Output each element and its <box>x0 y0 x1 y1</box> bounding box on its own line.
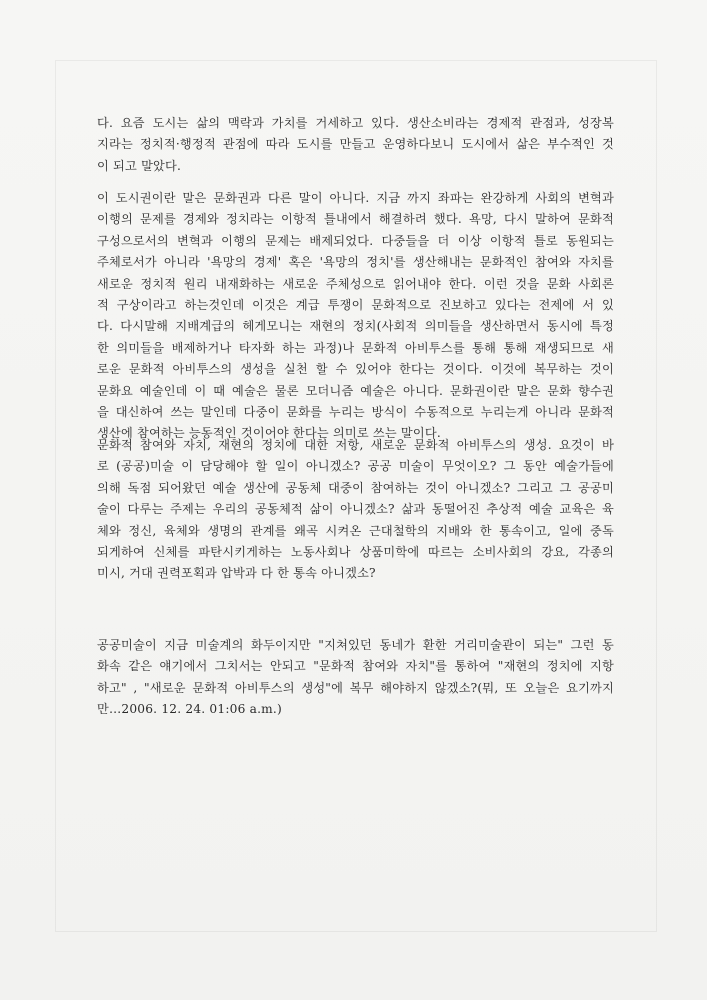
paragraph-conclusion <box>97 635 614 721</box>
text-line: 을 대신하여 쓰는 말인데 다중이 문화를 누리는 방식이 수동적으로 누리는게 아니라 문화적 <box>97 404 614 419</box>
text-line: 로 (공공)미술 이 담당해야 할 일이 아니겠소? 공공 미술이 무엇이오? 그 동안 예술가들에 <box>97 459 614 474</box>
paragraph-right-to-culture <box>97 188 614 445</box>
text-line: 한 의미들을 배제하거나 타자화 하는 과정)나 문화적 아비투스를 통해 통해 재생되므로 새 <box>97 340 614 355</box>
text-line: 의해 독점 되어왔던 예술 생산에 공동체 대중이 참여하는 것이 아니겠소? 그리고 그 공공미 <box>97 480 614 495</box>
text-line: 이 도시권이란 말은 문화권과 다른 말이 아니다. 지금 까지 좌파는 완강하게 사회의 변혁과 <box>97 191 614 205</box>
text-line: 지라는 정치적·행정적 관점에 따라 도시를 만들고 운영하다보니 도시에서 삶은 부수적인 것 <box>97 137 614 152</box>
text-line: 술이 다루는 주제는 우리의 공동체적 삶이 아니겠소? 삶과 동떨어진 추상적 예술 교육은 육 <box>97 502 614 517</box>
text-line: 적 구상이라고 하는것인데 이것은 계급 투쟁이 문화적으로 진보하고 있다는 전제에 서 있 <box>97 297 614 312</box>
text-line: 화속 같은 얘기에서 그치서는 안되고 "문화적 참여와 자치"를 통하여 "재현의 정치에 지항 <box>97 659 614 674</box>
paragraph-urban-life <box>97 113 614 177</box>
text-line: 다. 요즘 도시는 삶의 맥락과 가치를 거세하고 있다. 생산소비라는 경제적 관점과, 성장복 <box>97 116 614 130</box>
text-line: 다. 다시말해 지배계급의 헤게모니는 재현의 정치(사회적 의미들을 생산하면서 동시에 특정 <box>97 319 614 334</box>
text-line: 생산에 참여하는 능동적인 것이어야 한다는 의미로 쓰는 말이다. <box>97 426 441 441</box>
text-line: 문화적 참여와 자치, 재현의 정치에 대한 저항, 새로운 문화적 아비투스의 생성. 요것이 바 <box>97 438 614 452</box>
text-line: 체와 정신, 육체와 생명의 관계를 왜곡 시켜온 근대철학의 지배와 한 통속이고, 일에 중독 <box>97 523 614 538</box>
text-line: 만…2006. 12. 24. 01:06 a.m.) <box>97 702 282 717</box>
text-line: 문화요 예술인데 이 때 예술은 물론 모더니즘 예술은 아니다. 문화권이란 말은 문화 향수권 <box>97 383 614 398</box>
text-line: 공공미술이 지금 미술계의 화두이지만 "지쳐있던 동네가 환한 거리미술관이 되는" 그런 동 <box>97 638 614 652</box>
text-line: 되게하여 신체를 파탄시키게하는 노동사회나 상품미학에 따르는 소비사회의 강요, 각종의 <box>97 544 614 559</box>
text-line: 이 되고 말았다. <box>97 158 182 173</box>
text-line: 새로운 정치적 원리 내재화하는 새로운 주체성으로 읽어내야 한다. 이런 것을 문화 사회론 <box>97 276 614 291</box>
paragraph-public-art-role <box>97 435 614 585</box>
text-line: 하고" , "새로운 문화적 아비투스의 생성"에 복무 해야하지 않겠소?(뭐, 또 오늘은 요기까지 <box>97 680 614 695</box>
text-line: 주체로서가 아니라 '욕망의 경제' 혹은 '욕망의 정치'를 생산해내는 문화적인 참여와 자치를 <box>97 255 614 270</box>
text-line: 구성으로서의 변혁과 이행의 문제는 배제되었다. 다중들을 더 이상 이항적 틀로 동원되는 <box>97 233 614 248</box>
text-line: 로운 문화적 아비투스의 생성을 실천 할 수 있어야 한다는 것이다. 이것에 복무하는 것이 <box>97 362 614 377</box>
text-line: 미시, 거대 권력포획과 압박과 다 한 통속 아니겠소? <box>97 566 376 581</box>
text-line: 이행의 문제를 경제와 정치라는 이항적 틀내에서 해결하려 했다. 욕망, 다시 말하여 문화적 <box>97 212 614 227</box>
